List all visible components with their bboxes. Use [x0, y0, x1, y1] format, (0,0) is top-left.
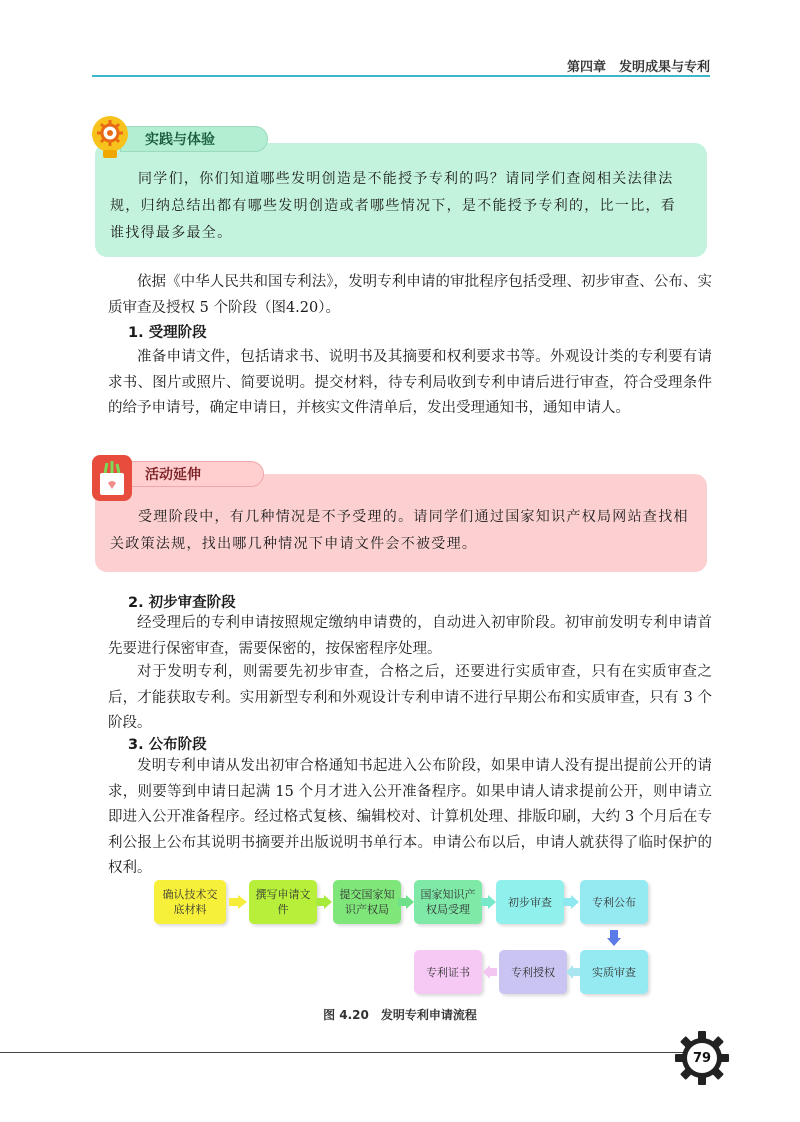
chapter-title: 第四章 发明成果与专利 — [566, 60, 710, 75]
arrow-right-icon — [398, 895, 414, 909]
flow-step-2: 撰写申请文件 — [249, 880, 317, 924]
section3-text: 发明专利申请从发出初审合格通知书起进入公布阶段，如果申请人没有提出提前公开的请求，则要等到申请日起满 15 个月才进入公开准备程序。如果申请人请求提前公开，则申请立即进入公开准备程序。经过格式复核、编辑校对、计算机处理、排版印刷，大约 3 个月后在专利公报上公布其说明书摘要并出版说明书单行本。申请公布以后，申请人就获得了临时保护的权利。 — [108, 758, 712, 876]
practice-text: 同学们，你们知道哪些发明创造是不能授予专利的吗？请同学们查阅相关法律法规，归纳总结出都有哪些发明创造或者哪些情况下，是不能授予专利的，比一比，看谁找得最多最全。 — [110, 171, 677, 241]
arrow-right-icon — [481, 895, 496, 909]
section3-heading: 3. 公布阶段 — [128, 737, 207, 753]
section2-heading: 2. 初步审查阶段 — [128, 595, 236, 611]
section1-heading: 1. 受理阶段 — [128, 325, 207, 341]
figure-caption: 图 4.20 发明专利申请流程 — [323, 1008, 477, 1022]
intro-paragraph: 依据《中华人民共和国专利法》，发明专利申请的审批程序包括受理、初步审查、公布、实质审查及授权 5 个阶段（图4.20）。 — [108, 274, 712, 316]
flow-step-3: 提交国家知识产权局 — [333, 880, 401, 924]
flow-step-1: 确认技术交底材料 — [154, 880, 226, 924]
section1-text: 准备申请文件，包括请求书、说明书及其摘要和权利要求书等。外观设计类的专利要有请求书、图片或照片、简要说明。提交材料，待专利局收到专利申请后进行审查，符合受理条件的给予申请号，确定申请日，并核实文件清单后，发出受理通知书，通知申请人。 — [108, 349, 712, 416]
page-number: 79 — [692, 1050, 712, 1066]
flow-step-7: 实质审查 — [580, 950, 648, 994]
activity-tab: 活动延伸 — [120, 461, 264, 487]
activity-text: 受理阶段中，有几种情况是不予受理的。请同学们通过国家知识产权局网站查找相关政策法规，找出哪几种情况下申请文件会不被受理。 — [110, 509, 689, 552]
shopping-bag-icon — [92, 455, 132, 501]
arrow-left-icon — [483, 965, 497, 979]
arrow-right-icon — [316, 895, 332, 909]
flow-step-8: 专利授权 — [499, 950, 567, 994]
footer-rule — [0, 1052, 690, 1053]
section2-text-1: 经受理后的专利申请按照规定缴纳申请费的，自动进入初审阶段。初审前发明专利申请首先要进行保密审查，需要保密的，按保密程序处理。 — [108, 615, 712, 657]
practice-tab: 实践与体验 — [120, 126, 268, 152]
arrow-down-icon — [607, 930, 621, 946]
arrow-right-icon — [229, 895, 247, 909]
arrow-left-icon — [566, 965, 580, 979]
flow-step-4: 国家知识产权局受理 — [414, 880, 482, 924]
flow-step-5: 初步审查 — [496, 880, 564, 924]
flow-step-6: 专利公布 — [580, 880, 648, 924]
arrow-right-icon — [563, 895, 579, 909]
section2-text-2: 对于发明专利，则需要先初步审查，合格之后，还要进行实质审查，只有在实质审查之后，才能获取专利。实用新型专利和外观设计专利申请不进行早期公布和实质审查，只有 3 个阶段。 — [108, 664, 712, 731]
flow-step-9: 专利证书 — [414, 950, 482, 994]
lightbulb-gear-icon — [88, 116, 132, 160]
header-rule — [92, 75, 710, 77]
